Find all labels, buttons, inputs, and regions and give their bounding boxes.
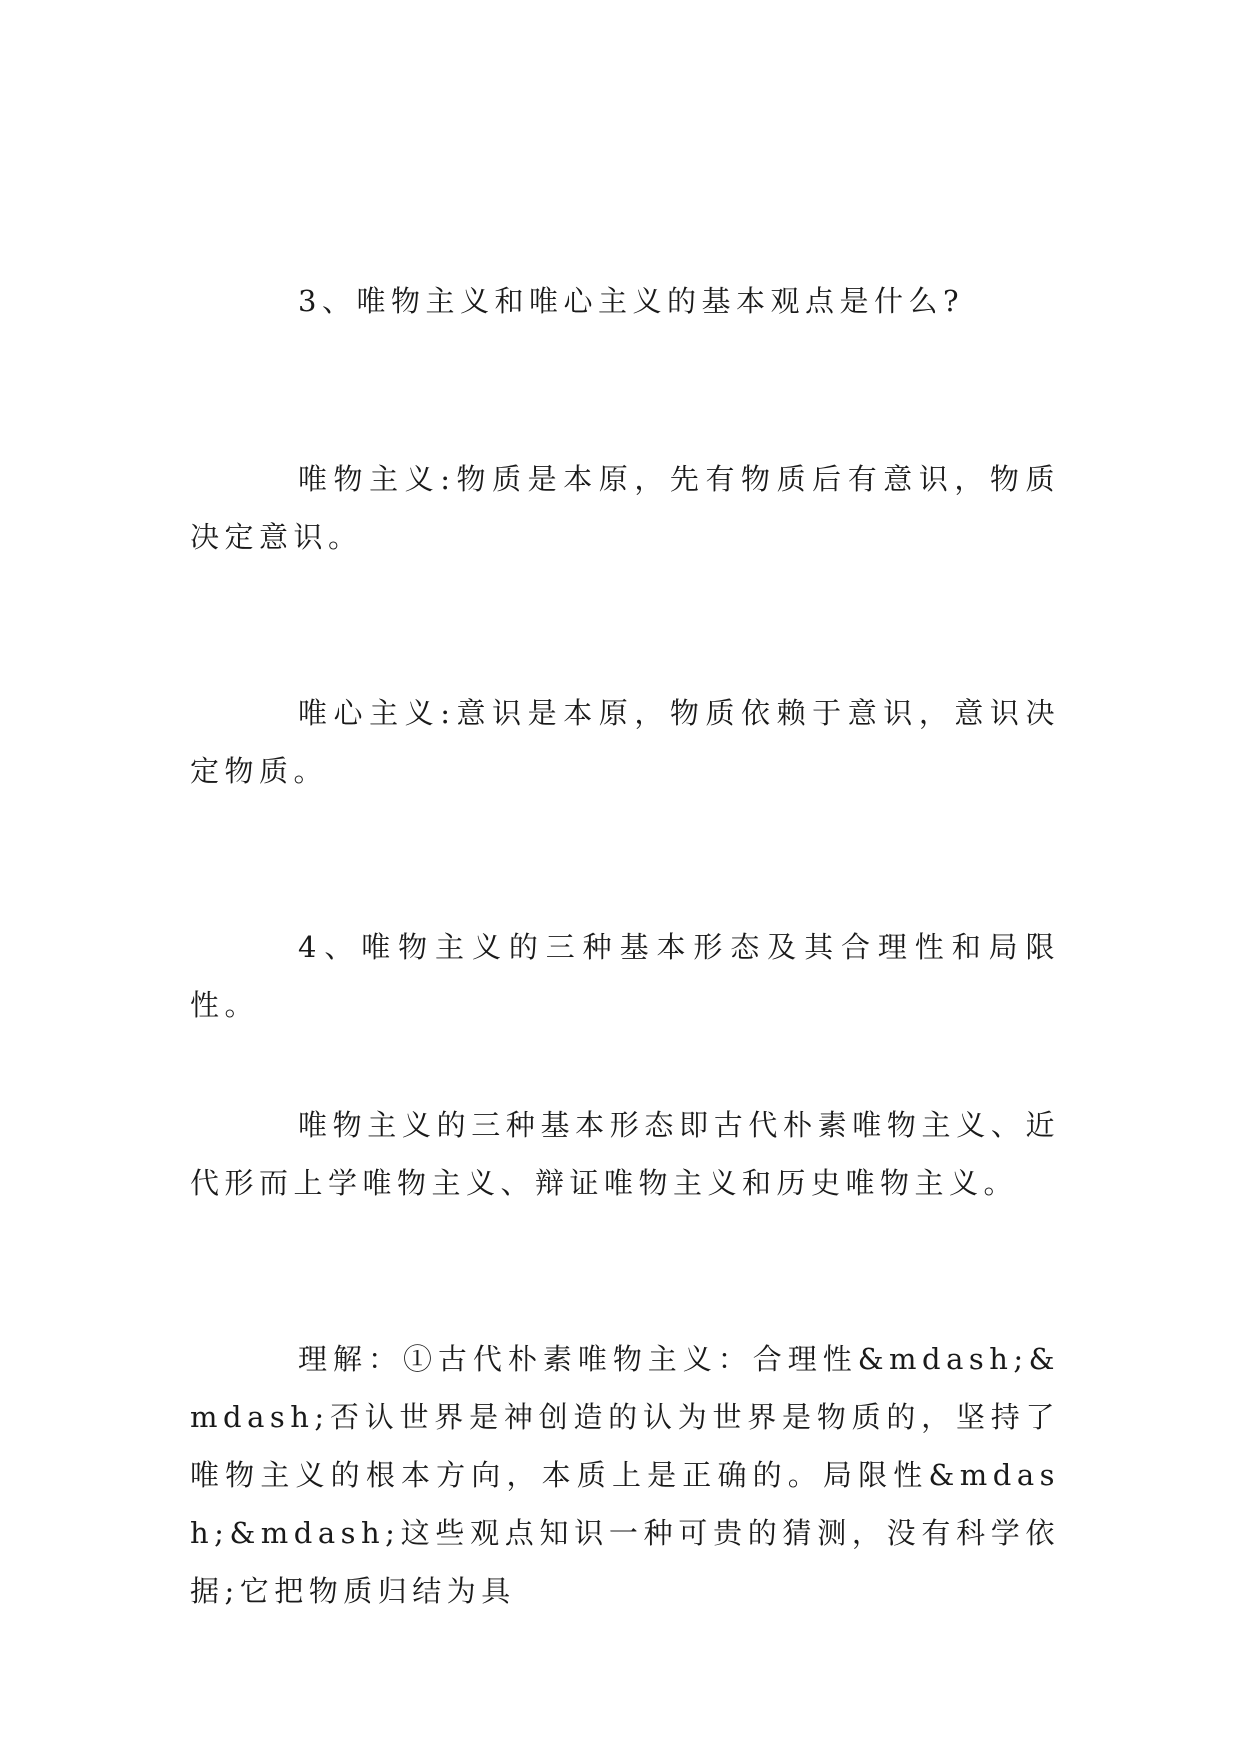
question-heading-3: 3、唯物主义和唯心主义的基本观点是什么? xyxy=(298,284,964,318)
question-heading-4: 4、唯物主义的三种基本形态及其合理性和局限性。 xyxy=(190,930,1060,1022)
three-forms-paragraph: 唯物主义的三种基本形态即古代朴素唯物主义、近代形而上学唯物主义、辩证唯物主义和历史唯物主义。 xyxy=(190,1108,1060,1200)
understanding-paragraph: 理解：①古代朴素唯物主义：合理性&mdash;&mdash;否认世界是神创造的认为世界是物质的，坚持了唯物主义的根本方向，本质上是正确的。局限性&mdash;&mdash;这些观点知识一种可贵的猜测，没有科学依据;它把物质归结为具 xyxy=(190,1342,1060,1608)
idealism-definition: 唯心主义:意识是本原，物质依赖于意识，意识决定物质。 xyxy=(190,696,1060,788)
materialism-definition: 唯物主义:物质是本原，先有物质后有意识，物质决定意识。 xyxy=(190,462,1060,554)
